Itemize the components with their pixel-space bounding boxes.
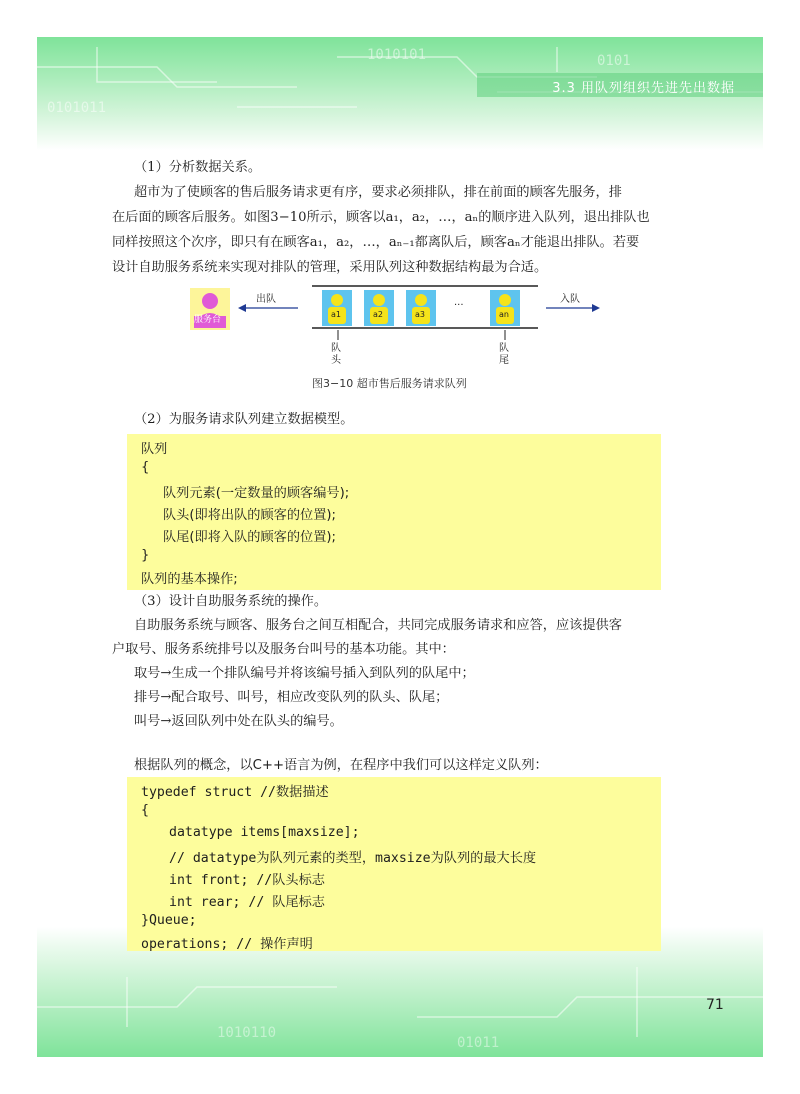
svg-text:0101011: 0101011 [47,100,107,116]
code-line: int front; //队头标志 [169,873,325,888]
paragraph-1-line-2: 在后面的顾客后服务。如图3−10所示，顾客以a₁，a₂，…，aₙ的顺序进入队列，退出排队也 [112,210,650,225]
customer-icon [364,290,394,326]
paragraph-3-line-5: 叫号→返回队列中处在队头的编号。 [134,714,343,729]
customer-label: a1 [331,310,341,319]
customer-icon [406,290,436,326]
svg-text:0101: 0101 [597,53,631,69]
head-label-bottom: 头 [331,355,341,366]
model-line: 队头(即将出队的顾客的位置); [163,508,336,523]
customer-label: an [499,310,509,319]
queue-ellipsis: ··· [454,300,464,311]
paragraph-3-line-3: 取号→生成一个排队编号并将该编号插入到队列的队尾中； [134,666,475,681]
code-line: }Queue; [141,913,197,928]
customer-icon [490,290,520,326]
customer-label: a2 [373,310,383,319]
svg-text:01011: 01011 [457,1035,500,1051]
svg-text:1010110: 1010110 [217,1025,277,1041]
paragraph-3-line-2: 户取号、服务系统排号以及服务台叫号的基本功能。其中： [112,642,455,657]
model-line: 队列元素(一定数量的顾客编号); [163,486,350,501]
customer-an [490,290,520,330]
figure-caption: 图3−10 超市售后服务请求队列 [312,377,467,390]
model-line: 队列的基本操作; [141,572,238,587]
page-header [37,37,763,150]
model-line: 队尾(即将入队的顾客的位置); [163,530,336,545]
section-2-heading: （2）为服务请求队列建立数据模型。 [134,412,354,427]
tail-label-bottom: 尾 [499,355,509,366]
code-line: // datatype为队列元素的类型，maxsize为队列的最大长度 [169,851,537,866]
customer-a3 [406,290,436,330]
paragraph-3-line-4: 排号→配合取号、叫号，相应改变队列的队头、队尾； [134,690,449,705]
queue-figure [190,282,610,374]
customer-a1 [322,290,352,330]
head-label-top: 队 [331,343,341,354]
paragraph-1-line-3: 同样按照这个次序，即只有在顾客a₁，a₂，…，aₙ₋₁都离队后，顾客aₙ才能退出排队。若要 [112,235,640,250]
section-1-heading: （1）分析数据关系。 [134,160,262,175]
dequeue-label: 出队 [256,294,276,305]
model-line: { [141,460,150,475]
customer-icon [322,290,352,326]
code-line: typedef struct //数据描述 [141,785,329,800]
code-line: { [141,803,149,818]
service-desk-label: 服务台 [194,315,222,325]
customer-a2 [364,290,394,330]
tail-label-top: 队 [499,343,509,354]
code-line: datatype items[maxsize]; [169,825,360,840]
model-line: } [141,548,150,563]
page-number: 71 [706,997,724,1013]
data-model-box [127,434,661,590]
paragraph-1-line-1: 超市为了使顾客的售后服务请求更有序，要求必须排队，排在前面的顾客先服务，排 [134,185,622,200]
customer-label: a3 [415,310,425,319]
paragraph-3-line-1: 自助服务系统与顾客、服务台之间互相配合，共同完成服务请求和应答，应该提供客 [134,618,622,633]
model-line: 队列 [141,442,168,457]
code-definition-box [127,777,661,951]
paragraph-4-line-1: 根据队列的概念，以C++语言为例，在程序中我们可以这样定义队列： [134,758,548,773]
code-line: operations; // 操作声明 [141,937,313,952]
svg-text:1010101: 1010101 [367,47,427,63]
section-title: 3.3 用队列组织先进先出数据 [552,81,735,96]
section-3-heading: （3）设计自助服务系统的操作。 [134,594,328,609]
code-line: int rear; // 队尾标志 [169,895,325,910]
enqueue-label: 入队 [560,294,580,305]
paragraph-1-line-4: 设计自助服务系统来实现对排队的管理，采用队列这种数据结构最为合适。 [112,260,548,275]
